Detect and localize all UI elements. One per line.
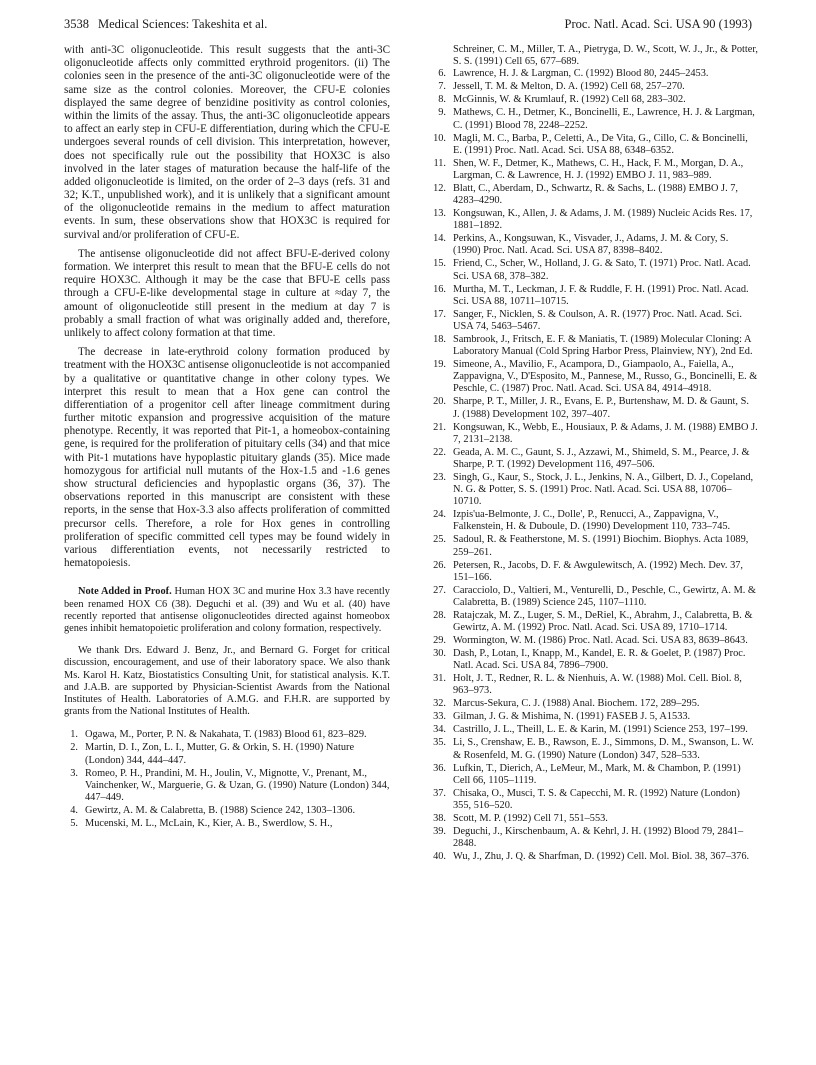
reference-number: 21.	[433, 421, 446, 433]
reference-item	[432, 560, 758, 584]
reference-text: Friend, C., Scher, W., Holland, J. G. & Sato, T. (1971) Proc. Natl. Acad. Sci. USA 68, 378–382.	[453, 258, 751, 282]
reference-number: 25.	[433, 534, 446, 546]
reference-item	[432, 826, 758, 850]
reference-list-right	[432, 68, 758, 863]
reference-item	[432, 208, 758, 232]
reference-number: 24.	[433, 509, 446, 521]
reference-number: 14.	[433, 233, 446, 245]
body-paragraph-1: with anti-3C oligonucleotide. This result suggests that the anti-3C oligonucleotide affects only committed erythroid progenitors. (ii) The colonies seen in the presence of the anti-3C oligonucleotide were of the same size as the control colonies. Moreover, the CFU-E colonies displayed the same degree of benzidine positivity as control colonies, within the limits of the assay. Thus, the anti-3C oligonucleotide appears to affect an early step in CFU-E differentiation, during which the CFU-E undergoes several rounds of cell division. This interpretation, however, does not specifically rule out the possibility that HOX3C is also involved in the later stages of maturation because the half-life of the added oligonucleotide is limited, on the order of 2–3 days (refs. 31 and 32; K.T., unpublished work), and it is unlikely that a significant amount of the oligonucleotide remains in the medium to affect maturation events. In sum, these observations show that HOX3C is required for survival and/or proliferation of CFU-E.	[64, 44, 390, 241]
note-text: Human HOX 3C and murine Hox 3.3 have recently been renamed HOX C6 (38). Deguchi et al. (39) and Wu et al. (40) have recently reported that antisense oligonucleotides directed against homeobox genes inhibit hematopoietic proliferation and colony formation, respectively.	[64, 586, 390, 634]
note-label: Note Added in Proof.	[78, 586, 172, 598]
reference-text: Blatt, C., Aberdam, D., Schwartz, R. & Sachs, L. (1988) EMBO J. 7, 4283–4290.	[453, 182, 738, 207]
reference-item	[432, 107, 758, 131]
reference-text: McGinnis, W. & Krumlauf, R. (1992) Cell 68, 283–302.	[453, 94, 686, 106]
reference-text: Wu, J., Zhu, J. Q. & Sharfman, D. (1992) Cell. Mol. Biol. 38, 367–376.	[453, 851, 750, 863]
reference-text: Lawrence, H. J. & Largman, C. (1992) Blood 80, 2445–2453.	[453, 68, 709, 80]
reference-item	[432, 509, 758, 533]
reference-text: Marcus-Sekura, C. J. (1988) Anal. Biochem. 172, 289–295.	[453, 698, 700, 710]
running-title: Medical Sciences: Takeshita et al.	[98, 17, 268, 31]
reference-number: 9.	[438, 107, 446, 119]
reference-text: Scott, M. P. (1992) Cell 71, 551–553.	[453, 812, 608, 824]
body-paragraph-2: The antisense oligonucleotide did not affect BFU-E-derived colony formation. We interpret this result to mean that the BFU-E cells do not require HOX3C. Although it may be the case that BFU-E cells pass through a CFU-E-like developmental stage in culture at ≈day 7, the amount of oligonucleotide still present in the medium at day 7 is probably a small fraction of what was originally added and, therefore, unlikely to affect colony formation at that time.	[64, 247, 390, 339]
reference-number: 26.	[433, 559, 446, 571]
journal-citation: Proc. Natl. Acad. Sci. USA 90 (1993)	[564, 17, 752, 31]
reference-item	[432, 359, 758, 396]
reference-text: Sanger, F., Nicklen, S. & Coulson, A. R. (1977) Proc. Natl. Acad. Sci. USA 74, 5463–5467.	[453, 308, 742, 332]
reference-text: Li, S., Crenshaw, E. B., Rawson, E. J., Simmons, D. M., Swanson, L. W. & Rosenfeld, M. G. (1990) Nature (London) 347, 528–533.	[453, 737, 754, 761]
reference-text: Castrillo, J. L., Theill, L. E. & Karin, M. (1991) Science 253, 197–199.	[453, 724, 748, 736]
reference-item	[432, 737, 758, 761]
reference-item	[432, 534, 758, 558]
reference-number: 39.	[433, 825, 446, 837]
reference-text: Deguchi, J., Kirschenbaum, A. & Kehrl, J. H. (1992) Blood 79, 2841–2848.	[453, 825, 744, 850]
reference-item	[432, 94, 758, 106]
reference-text: Simeone, A., Mavilio, F., Acampora, D., Giampaolo, A., Faiella, A., Zappavigna, V., D'Esposito, M., Pannese, M., Russo, G., Boncinelli, E. & Peschle, C. (1987) Proc. Natl. Acad. Sci. USA 84, 4914–4918.	[453, 359, 758, 395]
reference-text: Holt, J. T., Redner, R. L. & Nienhuis, A. W. (1988) Mol. Cell. Biol. 8, 963–973.	[453, 673, 742, 697]
reference-text: Geada, A. M. C., Gaunt, S. J., Azzawi, M., Shimeld, S. M., Pearce, J. & Sharpe, P. T. (1992) Development 116, 497–506.	[453, 446, 750, 470]
reference-text: Sambrook, J., Fritsch, E. F. & Maniatis, T. (1989) Molecular Cloning: A Laboratory Manual (Cold Spring Harbor Press, Plainview, NY), 2nd Ed.	[453, 333, 753, 358]
reference-number: 28.	[433, 609, 446, 621]
reference-item	[432, 648, 758, 672]
reference-item	[432, 851, 758, 863]
reference-item: 3. Romeo, P. H., Prandini, M. H., Joulin, V., Mignotte, V., Prenant, M., Vainchenker, W., Marguerie, G. & Uzan, G. (1990) Nature (London) 344, 447–449.	[70, 767, 390, 803]
reference-item: 4. Gewirtz, A. M. & Calabretta, B. (1988) Science 242, 1303–1306.	[70, 804, 356, 816]
reference-item	[432, 183, 758, 207]
page-number: 3538	[64, 17, 89, 31]
reference-number: 36.	[433, 762, 446, 774]
reference-item	[432, 635, 758, 647]
reference-item	[432, 788, 758, 812]
reference-number: 27.	[433, 584, 446, 596]
reference-number: 38.	[433, 812, 446, 824]
reference-item	[432, 396, 758, 420]
reference-text: Mathews, C. H., Detmer, K., Boncinelli, E., Lawrence, H. J. & Largman, C. (1991) Blood 78, 2248–2252.	[453, 107, 755, 131]
reference-number: 29.	[433, 635, 446, 647]
reference-number: 6.	[438, 68, 446, 80]
reference-text: Murtha, M. T., Leckman, J. F. & Ruddle, F. H. (1991) Proc. Natl. Acad. Sci. USA 88, 10711–10715.	[453, 283, 749, 307]
reference-item	[432, 610, 758, 634]
right-column	[432, 44, 758, 864]
reference-item	[432, 158, 758, 182]
reference-item	[432, 258, 758, 282]
reference-item	[432, 673, 758, 697]
reference-text: Izpis'ua-Belmonte, J. C., Dolle', P., Renucci, A., Zappavigna, V., Falkenstein, H. & Duboule, D. (1990) Development 110, 733–745.	[453, 509, 731, 533]
reference-text: Jessell, T. M. & Melton, D. A. (1992) Cell 68, 257–270.	[453, 81, 685, 93]
reference-item	[432, 334, 758, 358]
reference-number: 8.	[438, 94, 446, 106]
reference-item: 1. Ogawa, M., Porter, P. N. & Nakahata, T. (1983) Blood 61, 823–829.	[70, 729, 367, 741]
reference-number: 31.	[433, 673, 446, 685]
reference-item	[432, 472, 758, 509]
reference-text: Wormington, W. M. (1986) Proc. Natl. Acad. Sci. USA 83, 8639–8643.	[453, 635, 748, 647]
reference-number: 19.	[433, 359, 446, 371]
reference-number: 30.	[433, 648, 446, 660]
reference-number: 35.	[433, 737, 446, 749]
reference-number: 34.	[433, 724, 446, 736]
note-added-in-proof	[64, 586, 390, 635]
reference-item	[432, 763, 758, 787]
reference-text: Sharpe, P. T., Miller, J. R., Evans, E. P., Burtenshaw, M. D. & Gaunt, S. J. (1988) Development 102, 397–407.	[453, 396, 749, 420]
reference-text: Perkins, A., Kongsuwan, K., Visvader, J., Adams, J. M. & Cory, S. (1990) Proc. Natl. Acad. Sci. USA 87, 8398–8402.	[453, 233, 729, 257]
reference-number: 40.	[433, 851, 446, 863]
reference-number: 23.	[433, 471, 446, 483]
body-paragraph-3: The decrease in late-erythroid colony formation produced by treatment with the HOX3C antisense oligonucleotide is not accompanied by a qualitative or quantitative change in other colony types. We interpret this result to mean that a Hox gene can control the differentiation of a progenitor cell after lineage commitment during further mitotic expansion and progressive acquisition of the mature phenotype. Recently, it was reported that Pit-1, a homeobox-containing gene, is required for the proliferation of pituitary cells (34) and that mice with Pit-1 mutations have hypoplastic pituitary glands (35). Mice made homozygous for artificial null mutants of the Hox-1.5 and -1.6 genes show structural deficiencies and hypoplastic organs (36, 37). The observations reported in this manuscript are consistent with these reports, in the sense that Hox-3.3 also affects proliferation of committed precursor cells. Therefore, a role for Hox genes in controlling proliferation of specific committed cell types may be found widely in various differentiation events, not necessarily restricted to hematopoiesis.	[64, 346, 390, 570]
reference-number: 17.	[433, 308, 446, 320]
reference-number: 10.	[433, 132, 446, 144]
reference-item	[432, 233, 758, 257]
reference-item	[432, 422, 758, 446]
reference-item	[432, 81, 758, 93]
reference-item	[432, 447, 758, 471]
reference-number: 32.	[433, 698, 446, 710]
reference-number: 20.	[433, 396, 446, 408]
reference-item	[432, 813, 758, 825]
reference-text: Kongsuwan, K., Webb, E., Housiaux, P. & Adams, J. M. (1988) EMBO J. 7, 2131–2138.	[453, 421, 758, 445]
reference-item	[432, 698, 758, 710]
reference-text: Caracciolo, D., Valtieri, M., Venturelli, D., Peschle, C., Gewirtz, A. M. & Calabretta, B. (1989) Science 245, 1107–1110.	[453, 584, 756, 608]
reference-number: 12.	[433, 182, 446, 194]
reference-text: Ratajczak, M. Z., Luger, S. M., DeRiel, K., Abrahm, J., Calabretta, B. & Gewirtz, A. M. (1992) Proc. Natl. Acad. Sci. USA 89, 1710–1714.	[453, 609, 753, 634]
reference-item: 2. Martin, D. I., Zon, L. I., Mutter, G. & Orkin, S. H. (1990) Nature (London) 344, 444–447.	[70, 742, 355, 766]
acknowledgment: We thank Drs. Edward J. Benz, Jr., and Bernard G. Forget for critical discussion, encouragement, and use of their laboratory space. We also thank Ms. Karol H. Katz, Biostatistics Consulting Unit, for statistical analysis. K.T. and J.A.B. are supported by Physician-Scientist Awards from the National Institutes of Health. Laboratories of A.M.G. and F.H.R. are supported by grants from the National Institutes of Health.	[64, 645, 390, 718]
left-column	[64, 44, 390, 831]
reference-item	[432, 711, 758, 723]
reference-text: Lufkin, T., Dierich, A., LeMeur, M., Mark, M. & Chambon, P. (1991) Cell 66, 1105–1119.	[453, 762, 741, 786]
reference-list-left	[64, 729, 390, 830]
reference-text: Shen, W. F., Detmer, K., Mathews, C. H., Hack, F. M., Morgan, D. A., Largman, C. & Lawrence, H. J. (1992) EMBO J. 11, 983–989.	[453, 157, 744, 181]
reference-item: 5. Mucenski, M. L., McLain, K., Kier, A. B., Swerdlow, S. H.,	[70, 817, 333, 829]
reference-number: 16.	[433, 283, 446, 295]
reference-number: 7.	[438, 81, 446, 93]
reference-item	[432, 585, 758, 609]
reference-number: 22.	[433, 446, 446, 458]
reference-number: 15.	[433, 258, 446, 270]
reference-text: Dash, P., Lotan, I., Knapp, M., Kandel, E. R. & Goelet, P. (1987) Proc. Natl. Acad. Sci. USA 84, 7896–7900.	[453, 648, 746, 672]
reference-number: 18.	[433, 333, 446, 345]
reference-text: Sadoul, R. & Featherstone, M. S. (1991) Biochim. Biophys. Acta 1089, 259–261.	[453, 534, 749, 558]
page-header	[64, 17, 752, 33]
reference-text: Petersen, R., Jacobs, D. F. & Awgulewitsch, A. (1992) Mech. Dev. 37, 151–166.	[453, 559, 744, 583]
reference-item	[432, 309, 758, 333]
reference-number: 13.	[433, 208, 446, 220]
reference-item	[432, 133, 758, 157]
reference-text: Gilman, J. G. & Mishima, N. (1991) FASEB J. 5, A1533.	[453, 711, 691, 723]
reference-item	[432, 724, 758, 736]
reference-text: Chisaka, O., Musci, T. S. & Capecchi, M. R. (1992) Nature (London) 355, 516–520.	[453, 787, 740, 811]
reference-number: 11.	[433, 157, 446, 169]
reference-item	[432, 68, 758, 80]
reference-5-continuation: Schreiner, C. M., Miller, T. A., Pietryga, D. W., Scott, W. J., Jr., & Potter, S. S. (1991) Cell 65, 677–689.	[453, 44, 758, 68]
reference-number: 37.	[433, 787, 446, 799]
reference-text: Magli, M. C., Barba, P., Celetti, A., De Vita, G., Cillo, C. & Boncinelli, E. (1991) Proc. Natl. Acad. Sci. USA 88, 6348–6352.	[453, 132, 748, 156]
reference-item	[432, 284, 758, 308]
reference-text: Singh, G., Kaur, S., Stock, J. L., Jenkins, N. A., Gilbert, D. J., Copeland, N. G. & Potter, S. S. (1991) Proc. Natl. Acad. Sci. USA 88, 10706–10710.	[453, 471, 754, 508]
reference-text: Kongsuwan, K., Allen, J. & Adams, J. M. (1989) Nucleic Acids Res. 17, 1881–1892.	[453, 208, 753, 232]
reference-number: 33.	[433, 711, 446, 723]
